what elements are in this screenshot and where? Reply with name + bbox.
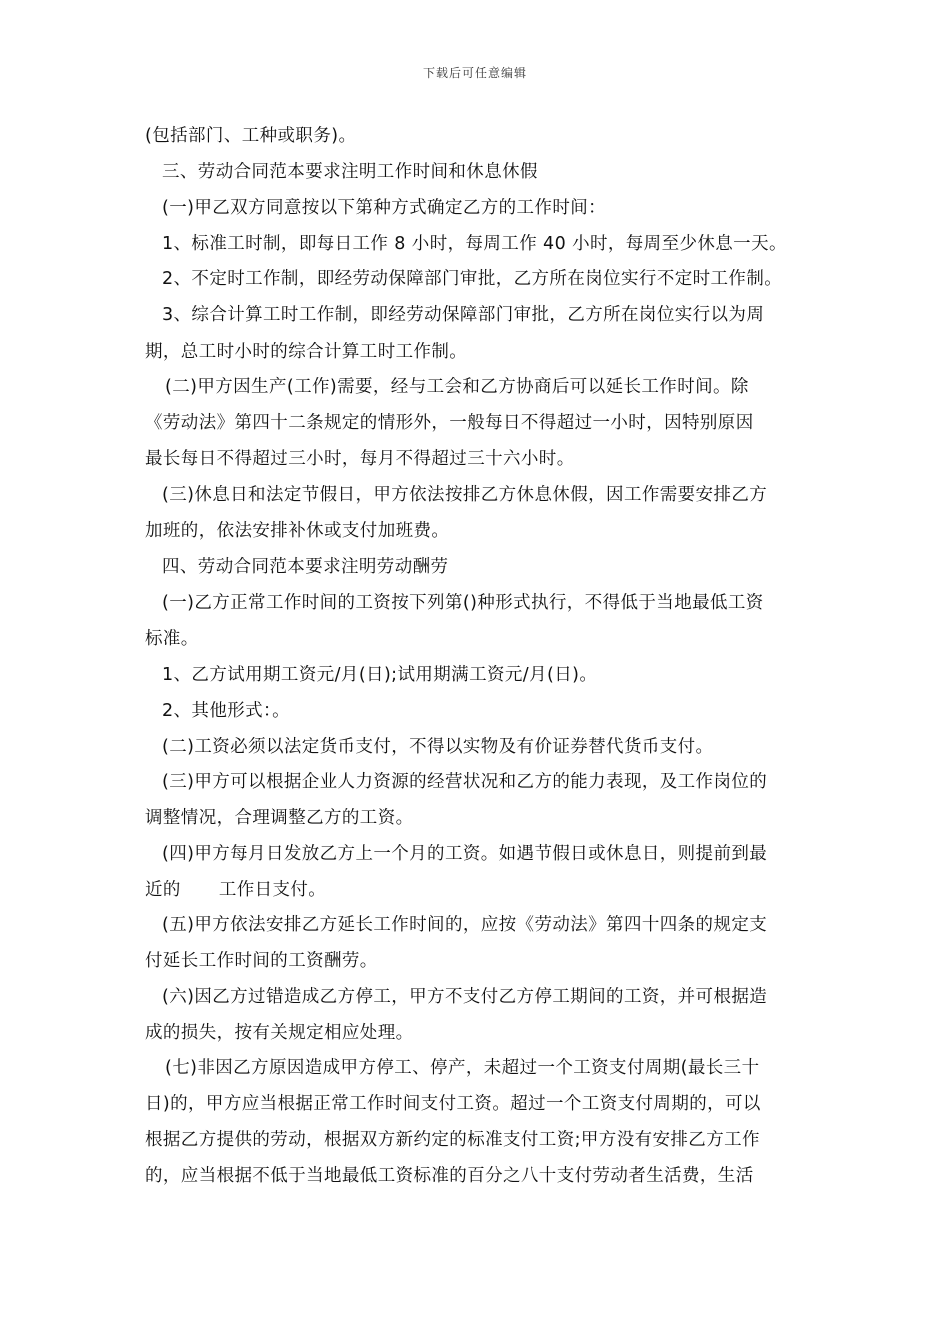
text-line: 2、不定时工作制，即经劳动保障部门审批，乙方所在岗位实行不定时工作制。: [162, 269, 783, 289]
text-line: (包括部门、工种或职务)。: [145, 126, 357, 146]
text-line: (二)工资必须以法定货币支付，不得以实物及有价证券替代货币支付。: [162, 737, 714, 757]
text-line: (二)甲方因生产(工作)需要，经与工会和乙方协商后可以延长工作时间。除: [165, 377, 749, 397]
text-line: (七)非因乙方原因造成甲方停工、停产，未超过一个工资支付周期(最长三十: [165, 1058, 760, 1078]
text-line: 2、其他形式：。: [162, 701, 291, 721]
text-line: (一)甲乙双方同意按以下第种方式确定乙方的工作时间：: [162, 198, 607, 218]
text-line: 加班的，依法安排补休或支付加班费。: [145, 521, 450, 541]
text-line: (六)因乙方过错造成乙方停工，甲方不支付乙方停工期间的工资，并可根据造: [162, 987, 768, 1007]
text-line: (五)甲方依法安排乙方延长工作时间的，应按《劳动法》第四十四条的规定支: [162, 915, 768, 935]
text-line: 的，应当根据不低于当地最低工资标准的百分之八十支付劳动者生活费，生活: [145, 1166, 754, 1186]
page-header: 下载后可任意编辑: [422, 66, 527, 80]
text-line: 付延长工作时间的工资酬劳。: [145, 951, 378, 971]
text-line: (一)乙方正常工作时间的工资按下列第()种形式执行，不得低于当地最低工资: [162, 593, 764, 613]
text-line: 根据乙方提供的劳动，根据双方新约定的标准支付工资;甲方没有安排乙方工作: [145, 1130, 760, 1150]
text-line: 3、综合计算工时工作制，即经劳动保障部门审批，乙方所在岗位实行以为周: [162, 305, 765, 325]
text-line: 1、乙方试用期工资元/月(日);试用期满工资元/月(日)。: [162, 665, 598, 685]
text-fragment: 工作日支付。: [218, 880, 327, 900]
text-line: (三)休息日和法定节假日，甲方依法按排乙方休息休假，因工作需要安排乙方: [162, 485, 768, 505]
text-line: 最长每日不得超过三小时，每月不得超过三十六小时。: [145, 449, 575, 469]
text-fragment: 近的: [145, 880, 181, 900]
text-line: [145, 878, 815, 902]
text-line: 日)的，甲方应当根据正常工作时间支付工资。超过一个工资支付周期的，可以: [145, 1094, 761, 1114]
text-line: 《劳动法》第四十二条规定的情形外，一般每日不得超过一小时，因特别原因: [145, 413, 754, 433]
section-heading: 四、劳动合同范本要求注明劳动酬劳: [162, 557, 449, 577]
section-heading: 三、劳动合同范本要求注明工作时间和休息休假: [162, 162, 538, 182]
text-line: 1、标准工时制，即每日工作 8 小时，每周工作 40 小时，每周至少休息一天。: [162, 234, 787, 254]
text-line: (三)甲方可以根据企业人力资源的经营状况和乙方的能力表现，及工作岗位的: [162, 772, 768, 792]
text-line: (四)甲方每月日发放乙方上一个月的工资。如遇节假日或休息日，则提前到最: [162, 844, 768, 864]
text-line: 标准。: [145, 629, 199, 649]
text-line: 成的损失，按有关规定相应处理。: [145, 1023, 414, 1043]
text-line: 期，总工时小时的综合计算工时工作制。: [145, 342, 468, 362]
text-line: 调整情况，合理调整乙方的工资。: [145, 808, 414, 828]
